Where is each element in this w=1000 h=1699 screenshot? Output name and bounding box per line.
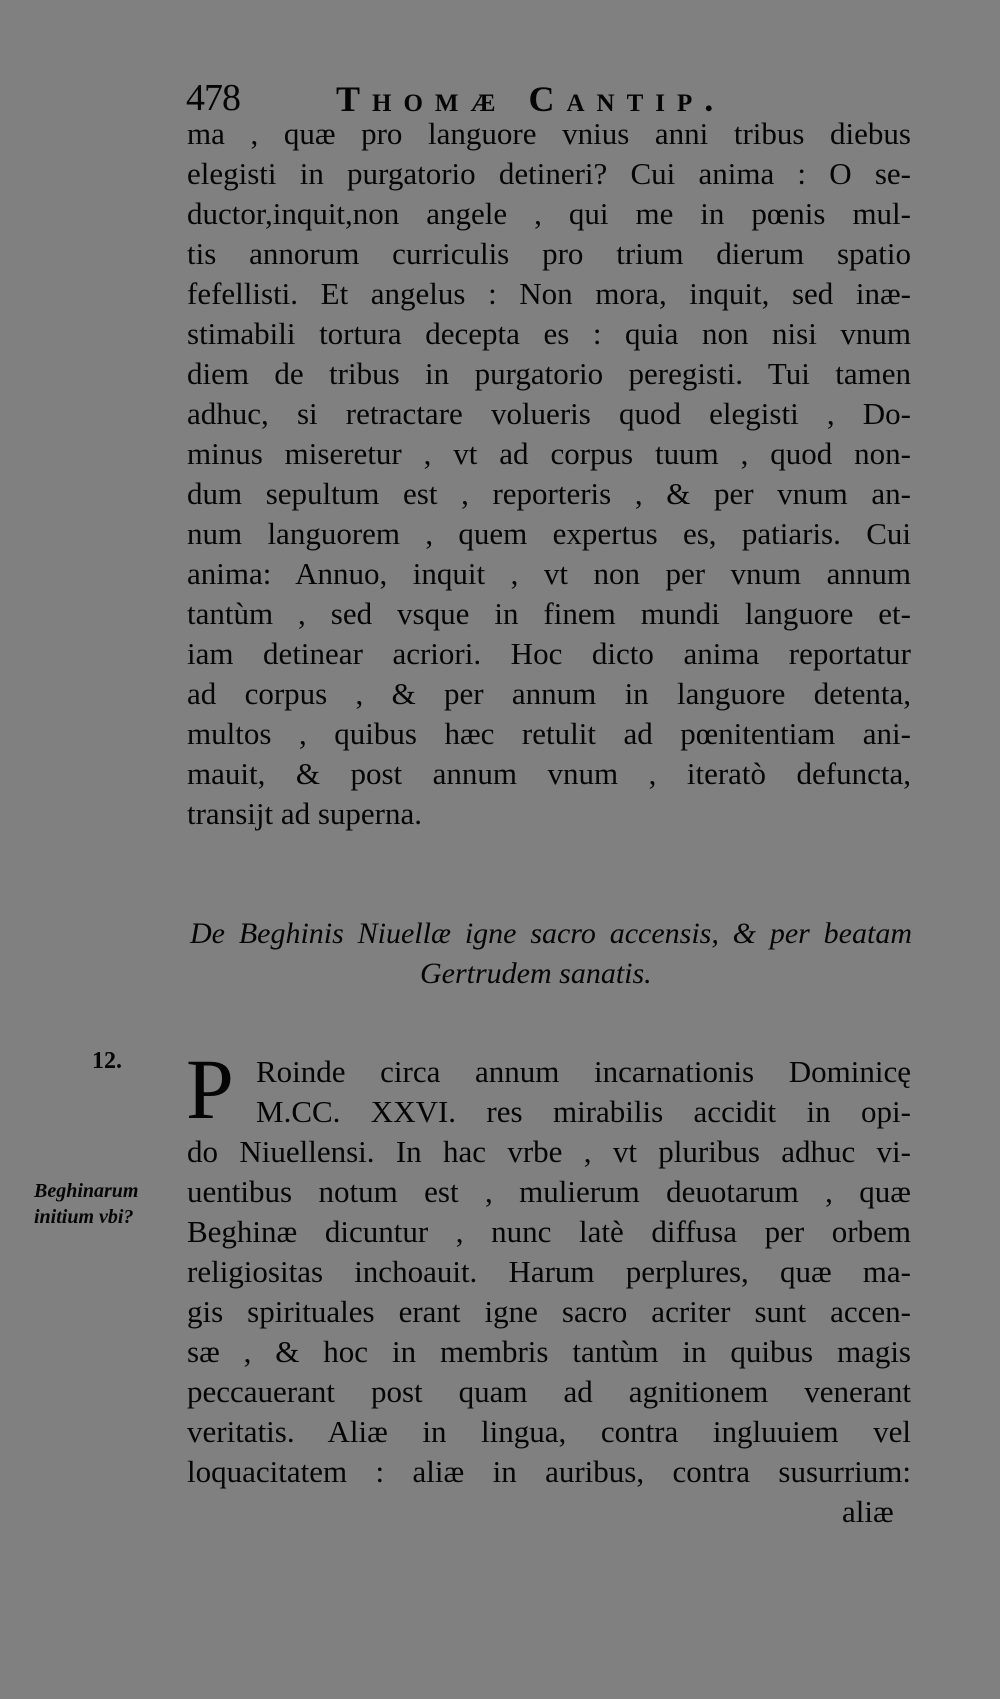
- catchword: aliæ: [842, 1494, 894, 1529]
- text-line: transijt ad superna.: [187, 796, 423, 831]
- text-line: ma , quæ pro languore vnius anni tribus diebus: [187, 116, 911, 151]
- text-line: religiositas inchoauit. Harum perplures, quæ ma-: [187, 1254, 911, 1289]
- text-line: anima: Annuo, inquit , vt non per vnum annum: [187, 556, 911, 591]
- text-line: fefellisti. Et angelus : Non mora, inquit, sed inæ-: [187, 276, 911, 311]
- text-line: Roinde circa annum incarnationis Dominicę: [256, 1054, 911, 1089]
- text-line: multos , quibus hæc retulit ad pœnitentiam ani-: [187, 716, 911, 751]
- drop-cap: P: [186, 1041, 234, 1137]
- text-line: tantùm , sed vsque in finem mundi languore et-: [187, 596, 911, 631]
- text-line: stimabili tortura decepta es : quia non nisi vnum: [187, 316, 911, 351]
- text-line: tis annorum curriculis pro trium dierum spatio: [187, 236, 911, 271]
- margin-note-line-1: Beghinarum: [34, 1180, 139, 1202]
- section-heading-line-1: De Beghinis Niuellæ igne sacro accensis, & per beatam: [190, 917, 912, 950]
- text-line: elegisti in purgatorio detineri? Cui anima : O se-: [187, 156, 911, 191]
- paragraph-number: 12.: [92, 1048, 122, 1074]
- text-line: loquacitatem : aliæ in auribus, contra susurrium:: [187, 1454, 911, 1489]
- text-line: sæ , & hoc in membris tantùm in quibus magis: [187, 1334, 911, 1369]
- text-line: do Niuellensi. In hac vrbe , vt pluribus adhuc vi-: [187, 1134, 911, 1169]
- running-title: Thomæ Cantip.: [336, 79, 726, 119]
- text-line: adhuc, si retractare volueris quod elegisti , Do-: [187, 396, 911, 431]
- text-line: gis spirituales erant igne sacro acriter sunt accen-: [187, 1294, 911, 1329]
- text-line: minus miseretur , vt ad corpus tuum , quod non-: [187, 436, 911, 471]
- text-line: M.CC. XXVI. res mirabilis accidit in opi-: [256, 1094, 911, 1129]
- margin-note-line-2: initium vbi?: [34, 1206, 134, 1228]
- text-line: peccauerant post quam ad agnitionem venerant: [187, 1374, 911, 1409]
- text-line: mauit, & post annum vnum , iteratò defuncta,: [187, 756, 911, 791]
- section-heading-line-2: Gertrudem sanatis.: [420, 957, 652, 990]
- text-line: ductor,inquit,non angele , qui me in pœnis mul-: [187, 196, 911, 231]
- text-line: diem de tribus in purgatorio peregisti. Tui tamen: [187, 356, 911, 391]
- page-number: 478: [186, 77, 240, 119]
- text-line: Beghinæ dicuntur , nunc latè diffusa per orbem: [187, 1214, 911, 1249]
- text-line: dum sepultum est , reporteris , & per vnum an-: [187, 476, 911, 511]
- text-line: ad corpus , & per annum in languore detenta,: [187, 676, 911, 711]
- text-line: veritatis. Aliæ in lingua, contra ingluuiem vel: [187, 1414, 911, 1449]
- text-line: uentibus notum est , mulierum deuotarum , quæ: [187, 1174, 911, 1209]
- text-line: iam detinear acriori. Hoc dicto anima reportatur: [187, 636, 911, 671]
- text-line: num languorem , quem expertus es, patiaris. Cui: [187, 516, 911, 551]
